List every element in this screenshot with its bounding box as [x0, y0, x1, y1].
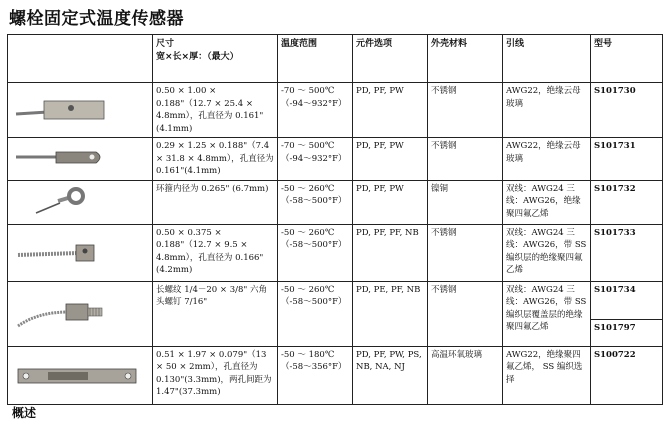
temp-cell: -50 ～ 260℃ （-58～500°F） — [278, 281, 353, 346]
temp-cell: -70 ～ 500℃ （-94～932°F） — [278, 138, 353, 181]
model-cell-secondary: S101797 — [591, 320, 663, 346]
spec-table — [7, 34, 663, 405]
header-model: 型号 — [591, 35, 663, 83]
table-row — [8, 83, 663, 138]
size-cell: 0.29 × 1.25 × 0.188"（7.4 × 31.8 × 4.8mm），孔直径为 0.161"(4.1mm) — [153, 138, 278, 181]
lead-cell: 双线：AWG24 三线：AWG26，带 SS 编织层覆盖层的绝缘聚四氟乙烯 — [503, 281, 591, 346]
model-cell: S101734 — [591, 281, 663, 320]
housing-cell: 不锈钢 — [428, 281, 503, 346]
size-cell: 0.51 × 1.97 × 0.079"（13 × 50 × 2mm），孔直径为 0.130"(3.3mm)，两孔间距为 1.47"(37.3mm) — [153, 346, 278, 404]
housing-cell: 镍铜 — [428, 180, 503, 224]
table-row — [8, 281, 663, 320]
model-cell: S101732 — [591, 180, 663, 224]
housing-cell: 不锈钢 — [428, 224, 503, 281]
size-cell: 0.50 × 1.00 × 0.188"（12.7 × 25.4 × 4.8mm），孔直径为 0.161"(4.1mm) — [153, 83, 278, 138]
model-cell: S101733 — [591, 224, 663, 281]
table-row — [8, 138, 663, 181]
header-lead: 引线 — [503, 35, 591, 83]
element-cell: PD, PF, PF, NB — [353, 224, 428, 281]
header-size: 尺寸 宽×长×厚：（最大） — [153, 35, 278, 83]
temp-cell: -50 ～ 260℃ （-58～500°F） — [278, 224, 353, 281]
element-cell: PD, PF, PW — [353, 180, 428, 224]
lead-cell: AWG22，绝缘云母玻璃 — [503, 83, 591, 138]
element-cell: PD, PE, PF, NB — [353, 281, 428, 346]
sensor-photo — [8, 138, 153, 181]
temp-cell: -70 ～ 500℃ （-94～932°F） — [278, 83, 353, 138]
element-cell: PD, PF, PW — [353, 83, 428, 138]
page-title: 螺栓固定式温度传感器 — [9, 9, 184, 29]
housing-cell: 不锈钢 — [428, 138, 503, 181]
header-housing: 外壳材料 — [428, 35, 503, 83]
model-cell: S101731 — [591, 138, 663, 181]
header-temp-range: 温度范围 — [278, 35, 353, 83]
lead-cell: 双线：AWG24 三线：AWG26，带 SS 编织层的绝缘聚四氟乙烯 — [503, 224, 591, 281]
size-cell: 环箍内径为 0.265" (6.7mm) — [153, 180, 278, 224]
table-row — [8, 224, 663, 281]
size-cell: 长螺纹 1/4－20 × 3/8" 六角头螺钉 7/16" — [153, 281, 278, 346]
model-cell: S101730 — [591, 83, 663, 138]
lead-cell: AWG22，绝缘聚四氟乙烯， SS 编织选择 — [503, 346, 591, 404]
lead-cell: AWG22，绝缘云母玻璃 — [503, 138, 591, 181]
housing-cell: 不锈钢 — [428, 83, 503, 138]
temp-cell: -50 ～ 180℃ （-58～356°F） — [278, 346, 353, 404]
sensor-photo — [8, 83, 153, 138]
table-row — [8, 180, 663, 224]
sensor-photo — [8, 180, 153, 224]
header-photo — [8, 35, 153, 83]
element-cell: PD, PF, PW — [353, 138, 428, 181]
model-cell: S100722 — [591, 346, 663, 404]
section-heading-overview: 概述 — [12, 406, 37, 420]
header-element: 元件选项 — [353, 35, 428, 83]
sensor-photo — [8, 346, 153, 404]
table-row — [8, 346, 663, 404]
element-cell: PD, PF, PW, PS, NB, NA, NJ — [353, 346, 428, 404]
lead-cell: 双线：AWG24 三线：AWG26，绝缘聚四氟乙烯 — [503, 180, 591, 224]
temp-cell: -50 ～ 260℃ （-58～500°F） — [278, 180, 353, 224]
sensor-photo — [8, 281, 153, 346]
sensor-photo — [8, 224, 153, 281]
size-cell: 0.50 × 0.375 × 0.188"（12.7 × 9.5 × 4.8mm），孔直径为 0.166"(4.2mm) — [153, 224, 278, 281]
housing-cell: 高温环氧玻璃 — [428, 346, 503, 404]
